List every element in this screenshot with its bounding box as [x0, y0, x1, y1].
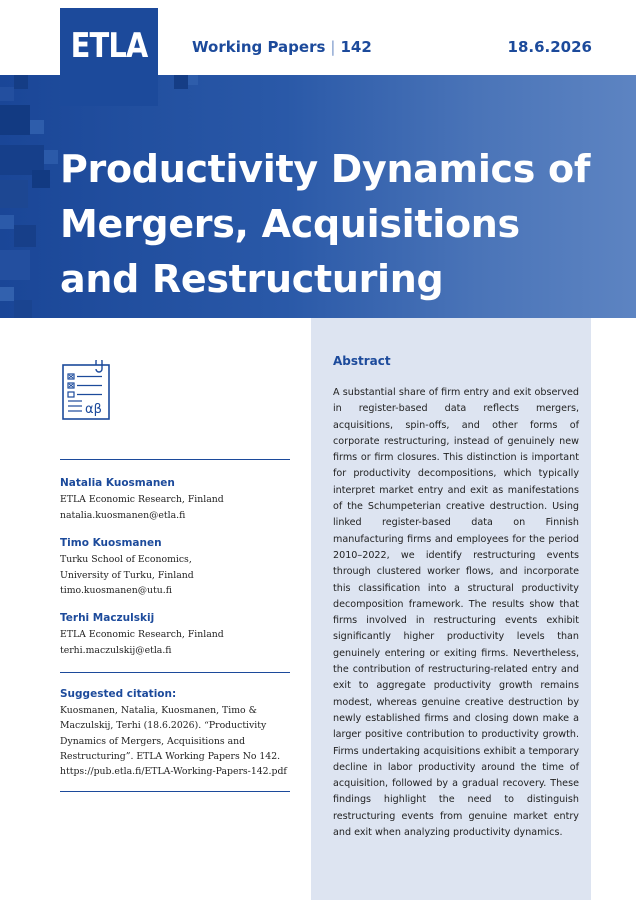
series-separator: | — [330, 38, 336, 56]
abstract-text: A substantial share of firm entry and exit observed in register-based data reflects mergers, acquisitions, spin-offs, and other forms of corporate restructuring, instead of genuinely new firms or firm closures. This distinction is important for productivity decompositions, which typically interpret market entry and exit as manifestations of the Schumpeterian creative destruction. Using linked register-based data on Finnish manufacturing firms and employees for the period 2010–2022, we identify restructuring events through clustered worker flows, and incorporate this classification into a structural productivity decomposition framework. The results show that firms involved in restructuring events exhibit significantly higher productivity levels than genuinely entering or exiting firms. Nevertheless, the contribution of restructuring-related entry and exit to aggregate productivity growth remains modest, whereas genuine creative destruction by newly established firms and closing down make a larger positive contribution to productivity growth. Firms undertaking acquisitions exhibit a temporary decline in labor productivity around the time of acquisition, followed by a gradual recovery. These findings highlight the need to distinguish restructuring events from genuine market entry and exit when analyzing productivity dynamics. — [333, 387, 579, 839]
author-block — [60, 612, 300, 658]
logo-text: ETLA — [70, 26, 148, 66]
banner-square — [32, 170, 50, 188]
banner-square — [0, 87, 14, 101]
author-affiliation: ETLA Economic Research, Finland — [60, 629, 224, 640]
banner-square — [14, 300, 32, 318]
citation-text: Kuosmanen, Natalia, Kuosmanen, Timo & Maczulskij, Terhi (18.6.2026). “Productivity Dynamics of Mergers, Acquisitions and Restructuring”. ETLA Working Papers No 142. https://pub.etla.fi/ETLA-Working-Papers-142.pdf — [60, 705, 287, 778]
banner-square — [30, 120, 44, 134]
author-affiliation: Turku School of Economics, — [60, 554, 192, 565]
author-name: Natalia Kuosmanen — [60, 477, 175, 489]
author-affiliation: ETLA Economic Research, Finland — [60, 494, 224, 505]
banner-square — [44, 150, 58, 164]
series-label — [192, 38, 372, 56]
banner-square — [14, 75, 28, 89]
banner-square — [0, 287, 14, 301]
publication-date: 18.6.2026 — [507, 38, 592, 56]
author-block — [60, 477, 300, 523]
series-name: Working Papers — [192, 38, 326, 56]
divider-middle — [60, 672, 290, 673]
banner-square — [0, 215, 14, 229]
banner-square — [0, 250, 30, 280]
author-email[interactable]: natalia.kuosmanen@etla.fi — [60, 509, 186, 521]
abstract-heading: Abstract — [333, 354, 391, 368]
banner-square — [0, 105, 30, 135]
etla-logo — [60, 8, 158, 106]
icon-glyph: αβ — [85, 402, 102, 417]
author-block — [60, 537, 300, 599]
author-email[interactable]: terhi.maczulskij@etla.fi — [60, 644, 172, 656]
divider-bottom — [60, 791, 290, 792]
banner-square — [188, 75, 198, 85]
paper-title: Productivity Dynamics of Mergers, Acquisitions and Restructuring — [60, 147, 591, 301]
document-alpha-beta-icon — [60, 360, 112, 422]
author-name: Terhi Maczulskij — [60, 612, 155, 624]
banner-square — [174, 75, 188, 89]
citation-heading: Suggested citation: — [60, 688, 177, 700]
banner-square — [0, 180, 28, 208]
author-email[interactable]: timo.kuosmanen@utu.fi — [60, 585, 172, 596]
author-affiliation: University of Turku, Finland — [60, 569, 194, 581]
author-name: Timo Kuosmanen — [60, 537, 162, 549]
banner-square — [14, 225, 36, 247]
series-number: 142 — [340, 38, 372, 56]
divider-top — [60, 459, 290, 460]
